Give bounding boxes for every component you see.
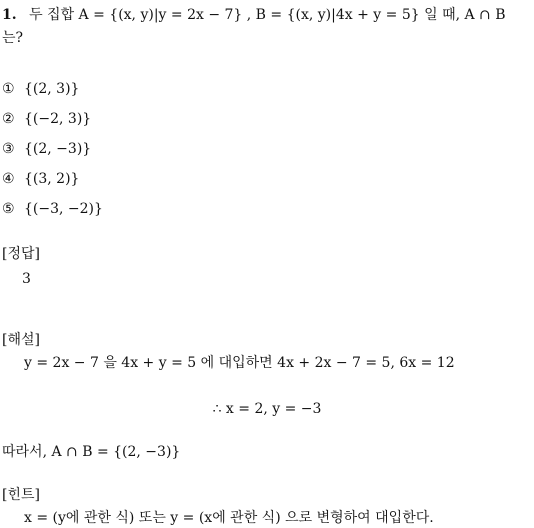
choice-mark: ④ (2, 171, 15, 187)
hint-label: [힌트] (2, 487, 40, 503)
explanation-label: [해설] (2, 332, 40, 348)
answer-value: 3 (22, 271, 31, 287)
choice-text: {(3, 2)} (24, 171, 80, 187)
explanation-line2: ∴ x = 2, y = −3 (212, 401, 322, 417)
explanation-conclusion: 따라서, A ∩ B = {(2, −3)} (2, 444, 181, 460)
explanation-line1: y = 2x − 7 을 4x + y = 5 에 대입하면 4x + 2x − 7 = 5, 6x = 12 (24, 355, 455, 371)
choice-mark: ① (2, 81, 15, 97)
answer-label: [정답] (2, 246, 40, 262)
question-text-line2: 는? (2, 30, 24, 46)
choice-2[interactable] (2, 110, 91, 128)
choice-text: {(2, 3)} (24, 81, 80, 97)
choice-text: {(2, −3)} (24, 141, 92, 157)
question-text-line1: 두 집합 A = {(x, y)|y = 2x − 7} , B = {(x, y)|4x + y = 5} 일 때, A ∩ B (29, 7, 506, 23)
choice-mark: ⑤ (2, 201, 15, 217)
choice-text: {(−2, 3)} (24, 111, 92, 127)
hint-text: x = (y에 관한 식) 또는 y = (x에 관한 식) 으로 변형하여 대입한다. (24, 510, 434, 526)
question-number: 1. (2, 7, 17, 23)
choice-mark: ③ (2, 141, 15, 157)
choice-text: {(−3, −2)} (24, 201, 103, 217)
choice-1[interactable] (2, 80, 79, 98)
choice-3[interactable] (2, 140, 91, 158)
choice-5[interactable] (2, 200, 103, 218)
question-stem (2, 6, 506, 24)
choice-4[interactable] (2, 170, 79, 188)
choice-mark: ② (2, 111, 15, 127)
